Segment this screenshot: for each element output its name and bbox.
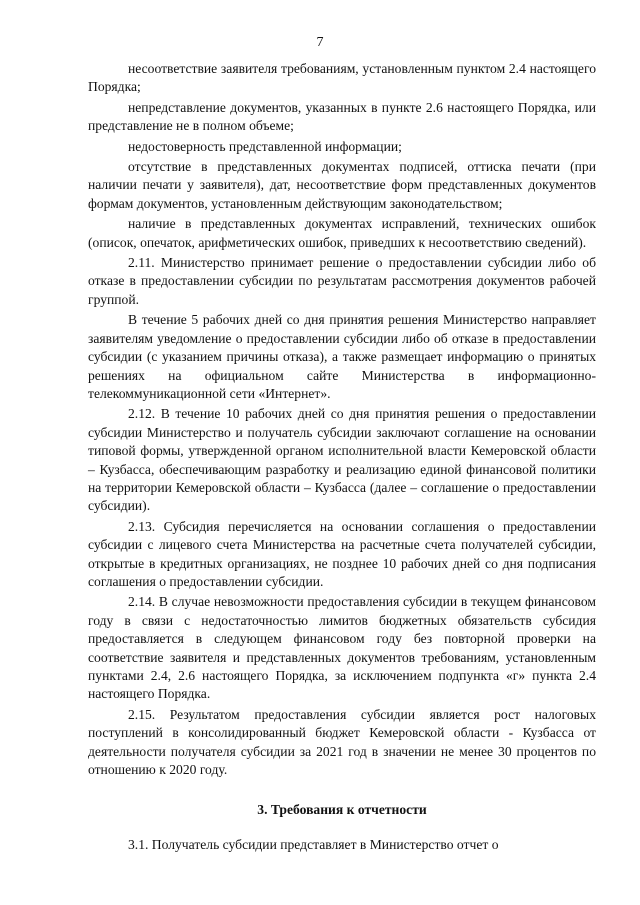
paragraph: В течение 5 рабочих дней со дня принятия решения Министерство направляет заявителям уведомление о предоставлении субсидии либо об отказе в предоставлении субсидии (с указанием причины отказа), а также размещает информацию о принятых решениях на официальном сайте Министерства в информационно-телекоммуникационной сети «Интернет». xyxy=(88,312,596,401)
paragraph: несоответствие заявителя требованиям, установленным пунктом 2.4 настоящего Порядка; xyxy=(88,61,596,95)
document-body xyxy=(88,60,596,856)
paragraph: 2.12. В течение 10 рабочих дней со дня принятия решения о предоставлении субсидии Министерство и получатель субсидии заключают соглашение на основании типовой формы, утвержденной органом исполнительной власти Кемеровской области – Кузбасса, обеспечивающим разработку и реализацию единой финансовой политики на территории Кемеровской области – Кузбасса (далее – соглашение о предоставлении субсидии). xyxy=(88,406,596,514)
page-number: 7 xyxy=(316,35,324,50)
paragraph: недостоверность представленной информации; xyxy=(128,138,402,154)
paragraph: непредставление документов, указанных в пункте 2.6 настоящего Порядка, или представление не в полном объеме; xyxy=(88,99,596,134)
paragraph: 3.1. Получатель субсидии представляет в Министерство отчет о xyxy=(128,836,499,852)
paragraph: отсутствие в представленных документах подписей, оттиска печати (при наличии печати у заявителя), дат, несоответствие форм представленных документов формам документов, установленным действующим законодательством; xyxy=(88,159,596,211)
paragraph: 2.14. В случае невозможности предоставления субсидии в текущем финансовом году в связи с недостаточностью лимитов бюджетных обязательств субсидия предоставляется в следующем финансовом году без повторной проверки на соответствие заявителя и представленных документов требованиям, установленным пунктами 2.4, 2.6 настоящего Порядка, за исключением подпункта «г» пункта 2.4 настоящего Порядка. xyxy=(88,594,596,702)
paragraph: 2.15. Результатом предоставления субсидии является рост налоговых поступлений в консолидированный бюджет Кемеровской области - Кузбасса от деятельности получателя субсидии за 2021 год в значении не менее 30 процентов по отношению к 2020 году. xyxy=(88,706,596,778)
paragraph: 2.11. Министерство принимает решение о предоставлении субсидии либо об отказе в предоставлении субсидии по результатам рассмотрения документов рабочей группой. xyxy=(88,255,596,307)
section-heading: 3. Требования к отчетности xyxy=(257,802,427,818)
paragraph: наличие в представленных документах исправлений, технических ошибок (описок, опечаток, арифметических ошибок, приведших к несоответствию сведений). xyxy=(88,216,596,250)
paragraph: 2.13. Субсидия перечисляется на основании соглашения о предоставлении субсидии с лицевого счета Министерства на расчетные счета получателей субсидии, открытые в кредитных организациях, не позднее 10 рабочих дней со дня подписания соглашения о предоставлении субсидии. xyxy=(88,518,596,589)
